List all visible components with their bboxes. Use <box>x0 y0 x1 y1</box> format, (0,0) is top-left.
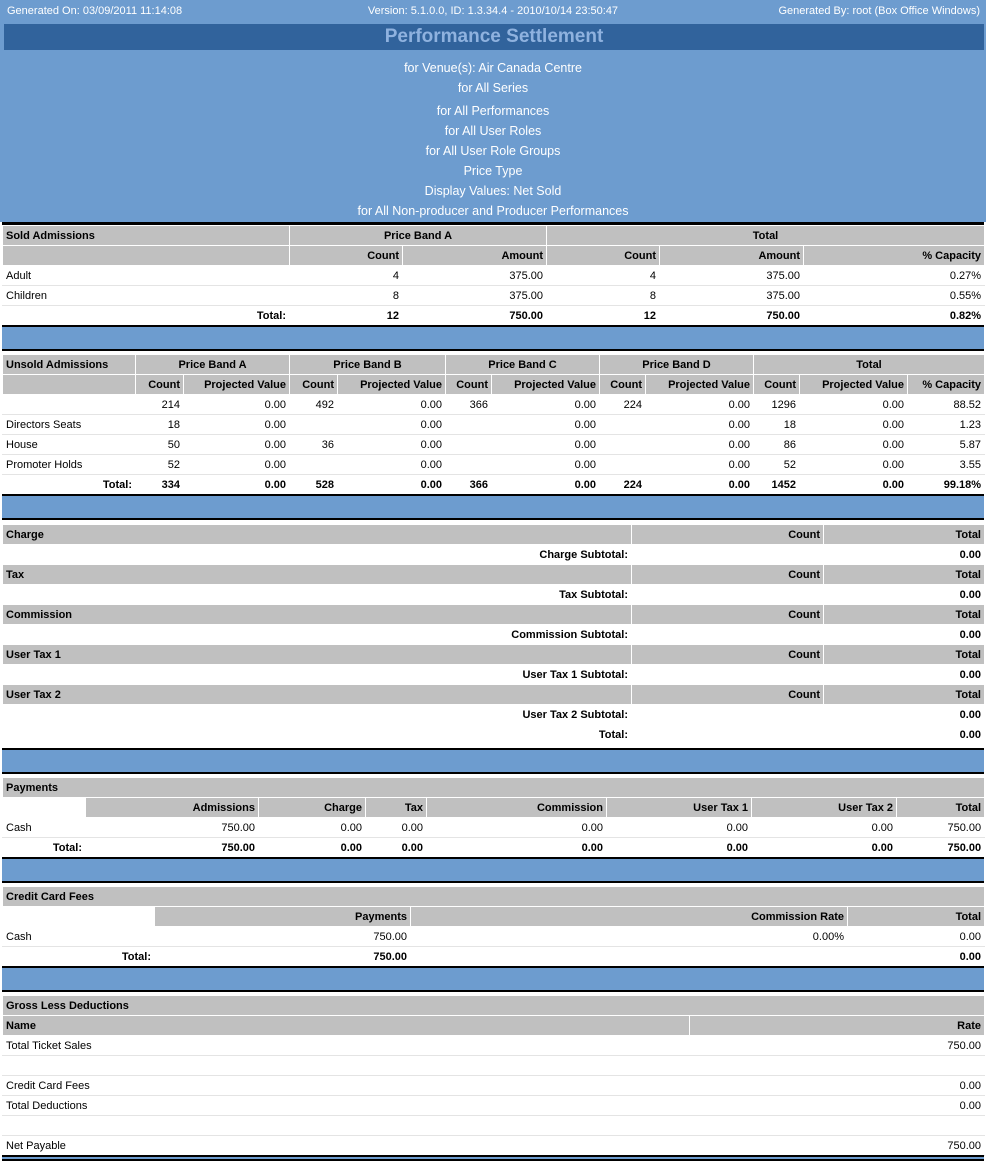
total-label: Total: <box>3 475 136 495</box>
cell <box>600 415 646 435</box>
unsold-admissions-band-header <box>3 355 985 375</box>
cell: 750.00 <box>86 838 259 858</box>
total-row <box>3 838 985 858</box>
column-header-row <box>3 246 985 266</box>
charge-group-header <box>3 525 985 545</box>
cell: 1452 <box>754 475 800 495</box>
user-tax-1-group-header <box>3 645 985 665</box>
cell <box>600 455 646 475</box>
section-header-row <box>3 996 985 1016</box>
column-header: Total <box>824 565 985 585</box>
cell: 52 <box>136 455 184 475</box>
cell: 0.00 <box>646 475 754 495</box>
column-header: Name <box>3 1016 690 1036</box>
filter-venue: for Venue(s): Air Canada Centre <box>404 61 582 75</box>
subtotal-row <box>3 625 985 645</box>
column-header: Count <box>632 605 824 625</box>
cell: 0.00 <box>800 415 908 435</box>
cell: 0.00 <box>800 475 908 495</box>
filter-price-type: Price Type <box>463 164 523 178</box>
cell <box>446 435 492 455</box>
column-header: Rate <box>690 1016 985 1036</box>
column-header: Count <box>632 645 824 665</box>
filter-series: for All Series <box>457 81 529 95</box>
band-header: Price Band B <box>290 355 446 375</box>
cell: 750.00 <box>690 1136 985 1156</box>
table-row <box>3 455 985 475</box>
table-row <box>3 1076 985 1096</box>
column-header: Amount <box>660 246 804 266</box>
cell: 0.00 <box>646 395 754 415</box>
table-row <box>3 395 985 415</box>
row-label: Cash <box>3 927 155 947</box>
cell: 0.00 <box>848 947 985 967</box>
column-header: Projected Value <box>492 375 600 395</box>
cell: 0.00 <box>427 838 607 858</box>
filter-performances: for All Performances <box>436 104 550 118</box>
cell: 0.00 <box>800 395 908 415</box>
section-divider <box>2 966 984 992</box>
table-row <box>3 1036 985 1056</box>
filter-user-roles: for All User Roles <box>444 124 542 138</box>
column-header: Admissions <box>86 798 259 818</box>
group-title: Commission <box>3 605 632 625</box>
group-title: User Tax 2 <box>3 685 632 705</box>
section-title: Unsold Admissions <box>3 355 136 375</box>
sold-admissions-table <box>2 225 985 326</box>
charges-table <box>2 524 985 745</box>
subtotal-row <box>3 545 985 565</box>
cell: 0.00 <box>752 818 897 838</box>
cell: 0.00 <box>607 838 752 858</box>
cell <box>690 1116 985 1136</box>
cell: 224 <box>600 395 646 415</box>
row-label: Adult <box>3 266 290 286</box>
grand-total-row <box>3 725 985 745</box>
total-label: Total: <box>3 725 632 745</box>
band-header: Price Band C <box>446 355 600 375</box>
cell: 4 <box>547 266 660 286</box>
cell <box>446 415 492 435</box>
cell: 375.00 <box>403 286 547 306</box>
credit-card-fees-table <box>2 886 985 967</box>
section-divider <box>2 325 984 351</box>
cell: 0.00 <box>607 818 752 838</box>
table-row <box>3 1136 985 1156</box>
cell: 0.00 <box>366 818 427 838</box>
cell: 0.00 <box>366 838 427 858</box>
row-label: Promoter Holds <box>3 455 136 475</box>
column-header: Total <box>824 685 985 705</box>
report-filters <box>0 58 986 221</box>
cell: 52 <box>754 455 800 475</box>
column-header: Projected Value <box>646 375 754 395</box>
column-header: Commission Rate <box>411 907 848 927</box>
table-row <box>3 266 985 286</box>
column-header: Projected Value <box>184 375 290 395</box>
cell: 750.00 <box>897 818 985 838</box>
column-header: Payments <box>155 907 411 927</box>
cell: 3.55 <box>908 455 985 475</box>
cell: 12 <box>290 306 403 326</box>
group-title: Tax <box>3 565 632 585</box>
cell: 5.87 <box>908 435 985 455</box>
cell: 18 <box>754 415 800 435</box>
cell: 375.00 <box>660 266 804 286</box>
subtotal-value: 0.00 <box>824 625 985 645</box>
column-header-row <box>3 1016 985 1036</box>
cell: 214 <box>136 395 184 415</box>
group-title: User Tax 1 <box>3 645 632 665</box>
row-label <box>3 1056 690 1076</box>
column-header: Count <box>632 525 824 545</box>
row-label: Total Ticket Sales <box>3 1036 690 1056</box>
cell: 86 <box>754 435 800 455</box>
cell: 0.00 <box>492 395 600 415</box>
column-header: Amount <box>403 246 547 266</box>
column-header: Total <box>848 907 985 927</box>
column-header: Count <box>547 246 660 266</box>
total-label: Total: <box>3 306 290 326</box>
cell: 224 <box>600 475 646 495</box>
row-label <box>3 395 136 415</box>
cell: 50 <box>136 435 184 455</box>
sold-admissions-band-header <box>3 226 985 246</box>
cell: 0.00 <box>338 455 446 475</box>
report-title: Performance Settlement <box>384 26 604 47</box>
cell: 0.00 <box>800 455 908 475</box>
subtotal-row <box>3 705 985 725</box>
row-label: House <box>3 435 136 455</box>
total-label: Total: <box>3 838 86 858</box>
version-info: Version: 5.1.0.0, ID: 1.3.34.4 - 2010/10/14 23:50:47 <box>367 5 619 17</box>
cell: 0.00 <box>492 455 600 475</box>
subtotal-row <box>3 585 985 605</box>
section-divider <box>2 748 984 774</box>
band-header: Price Band A <box>136 355 290 375</box>
table-row <box>3 286 985 306</box>
generated-on: Generated On: 03/09/2011 11:14:08 <box>7 5 183 17</box>
table-row <box>3 1116 985 1136</box>
filter-display-values: Display Values: Net Sold <box>424 184 562 198</box>
column-header: Total <box>824 605 985 625</box>
cell: 492 <box>290 395 338 415</box>
column-header: Count <box>754 375 800 395</box>
cell: 0.00 <box>338 415 446 435</box>
table-row <box>3 435 985 455</box>
cell: 0.82% <box>804 306 985 326</box>
cell <box>411 947 848 967</box>
column-header: Count <box>446 375 492 395</box>
cell: 750.00 <box>403 306 547 326</box>
column-header: Count <box>600 375 646 395</box>
cell: 0.00 <box>184 435 290 455</box>
cell: 528 <box>290 475 338 495</box>
subtotal-value: 0.00 <box>824 585 985 605</box>
cell: 88.52 <box>908 395 985 415</box>
section-title: Payments <box>3 778 985 798</box>
cell: 0.00 <box>492 415 600 435</box>
column-header-row <box>3 798 985 818</box>
cell: 0.00 <box>338 475 446 495</box>
section-title: Credit Card Fees <box>3 887 985 907</box>
table-row <box>3 1056 985 1076</box>
subtotal-value: 0.00 <box>824 545 985 565</box>
column-header: Total <box>824 525 985 545</box>
group-title: Charge <box>3 525 632 545</box>
cell: 0.00 <box>646 435 754 455</box>
row-label: Net Payable <box>3 1136 690 1156</box>
tax-group-header <box>3 565 985 585</box>
column-header: Count <box>290 246 403 266</box>
cell <box>690 1056 985 1076</box>
total-value: 0.00 <box>824 725 985 745</box>
commission-group-header <box>3 605 985 625</box>
column-header: Total <box>824 645 985 665</box>
row-label: Credit Card Fees <box>3 1076 690 1096</box>
cell: 0.00 <box>690 1096 985 1116</box>
column-header: User Tax 2 <box>752 798 897 818</box>
subtotal-row <box>3 665 985 685</box>
filter-performance-kind: for All Non-producer and Producer Performances <box>357 204 629 218</box>
cell: 0.00 <box>259 818 366 838</box>
cell: 0.00 <box>752 838 897 858</box>
column-header: Charge <box>259 798 366 818</box>
cell: 0.00 <box>690 1076 985 1096</box>
generation-info-bar <box>0 0 986 22</box>
cell: 12 <box>547 306 660 326</box>
cell: 750.00 <box>86 818 259 838</box>
cell: 1296 <box>754 395 800 415</box>
cell: 0.00 <box>427 818 607 838</box>
column-header-row <box>3 375 985 395</box>
report-header <box>0 0 986 222</box>
section-divider <box>2 494 984 520</box>
cell: 8 <box>290 286 403 306</box>
section-divider <box>2 1155 984 1161</box>
row-label: Total Deductions <box>3 1096 690 1116</box>
filter-user-role-groups: for All User Role Groups <box>425 144 561 158</box>
generated-by: Generated By: root (Box Office Windows) <box>778 5 980 17</box>
column-header: Projected Value <box>338 375 446 395</box>
section-divider <box>2 857 984 883</box>
section-header-row <box>3 778 985 798</box>
cell: 0.00 <box>646 415 754 435</box>
cell: 0.00 <box>646 455 754 475</box>
column-header: Projected Value <box>800 375 908 395</box>
cell <box>446 455 492 475</box>
row-label <box>3 1116 690 1136</box>
table-row <box>3 927 985 947</box>
table-row <box>3 1096 985 1116</box>
cell: 0.00 <box>184 475 290 495</box>
cell: 0.00 <box>492 475 600 495</box>
cell <box>290 455 338 475</box>
cell: 366 <box>446 475 492 495</box>
payments-table <box>2 777 985 858</box>
column-header: Count <box>290 375 338 395</box>
row-label: Children <box>3 286 290 306</box>
table-row <box>3 415 985 435</box>
cell: 375.00 <box>403 266 547 286</box>
band-header: Price Band D <box>600 355 754 375</box>
cell: 4 <box>290 266 403 286</box>
cell <box>600 435 646 455</box>
cell: 0.55% <box>804 286 985 306</box>
gross-less-deductions-table <box>2 995 985 1156</box>
cell: 334 <box>136 475 184 495</box>
column-header: User Tax 1 <box>607 798 752 818</box>
cell: 750.00 <box>660 306 804 326</box>
subtotal-label: Commission Subtotal: <box>3 625 632 645</box>
subtotal-label: User Tax 1 Subtotal: <box>3 665 632 685</box>
cell: 750.00 <box>690 1036 985 1056</box>
subtotal-value: 0.00 <box>824 665 985 685</box>
row-label: Cash <box>3 818 86 838</box>
user-tax-2-group-header <box>3 685 985 705</box>
table-row <box>3 818 985 838</box>
cell <box>290 415 338 435</box>
cell: 0.00 <box>338 435 446 455</box>
section-header-row <box>3 887 985 907</box>
band-header: Total <box>547 226 985 246</box>
subtotal-label: Tax Subtotal: <box>3 585 632 605</box>
total-row <box>3 475 985 495</box>
cell: 375.00 <box>660 286 804 306</box>
unsold-admissions-table <box>2 354 985 495</box>
cell: 1.23 <box>908 415 985 435</box>
cell: 366 <box>446 395 492 415</box>
cell: 99.18% <box>908 475 985 495</box>
section-title: Sold Admissions <box>3 226 290 246</box>
column-header: Total <box>897 798 985 818</box>
column-header: Tax <box>366 798 427 818</box>
band-header: Price Band A <box>290 226 547 246</box>
cell: 0.00 <box>338 395 446 415</box>
total-row <box>3 306 985 326</box>
column-header: Count <box>136 375 184 395</box>
total-row <box>3 947 985 967</box>
cell: 0.00 <box>259 838 366 858</box>
column-header: % Capacity <box>908 375 985 395</box>
column-header: Count <box>632 685 824 705</box>
cell: 8 <box>547 286 660 306</box>
cell: 0.00 <box>184 455 290 475</box>
cell: 0.00 <box>800 435 908 455</box>
column-header: % Capacity <box>804 246 985 266</box>
title-bar <box>4 24 984 50</box>
subtotal-label: Charge Subtotal: <box>3 545 632 565</box>
row-label: Directors Seats <box>3 415 136 435</box>
cell: 0.00 <box>184 395 290 415</box>
total-label: Total: <box>3 947 155 967</box>
cell: 0.00% <box>411 927 848 947</box>
subtotal-label: User Tax 2 Subtotal: <box>3 705 632 725</box>
cell: 750.00 <box>155 927 411 947</box>
cell: 0.00 <box>848 927 985 947</box>
band-header: Total <box>754 355 985 375</box>
cell: 750.00 <box>155 947 411 967</box>
cell: 0.00 <box>184 415 290 435</box>
subtotal-value: 0.00 <box>824 705 985 725</box>
cell: 18 <box>136 415 184 435</box>
cell: 750.00 <box>897 838 985 858</box>
cell: 0.00 <box>492 435 600 455</box>
column-header-row <box>3 907 985 927</box>
column-header: Count <box>632 565 824 585</box>
section-title: Gross Less Deductions <box>3 996 985 1016</box>
column-header: Commission <box>427 798 607 818</box>
cell: 0.27% <box>804 266 985 286</box>
cell: 36 <box>290 435 338 455</box>
